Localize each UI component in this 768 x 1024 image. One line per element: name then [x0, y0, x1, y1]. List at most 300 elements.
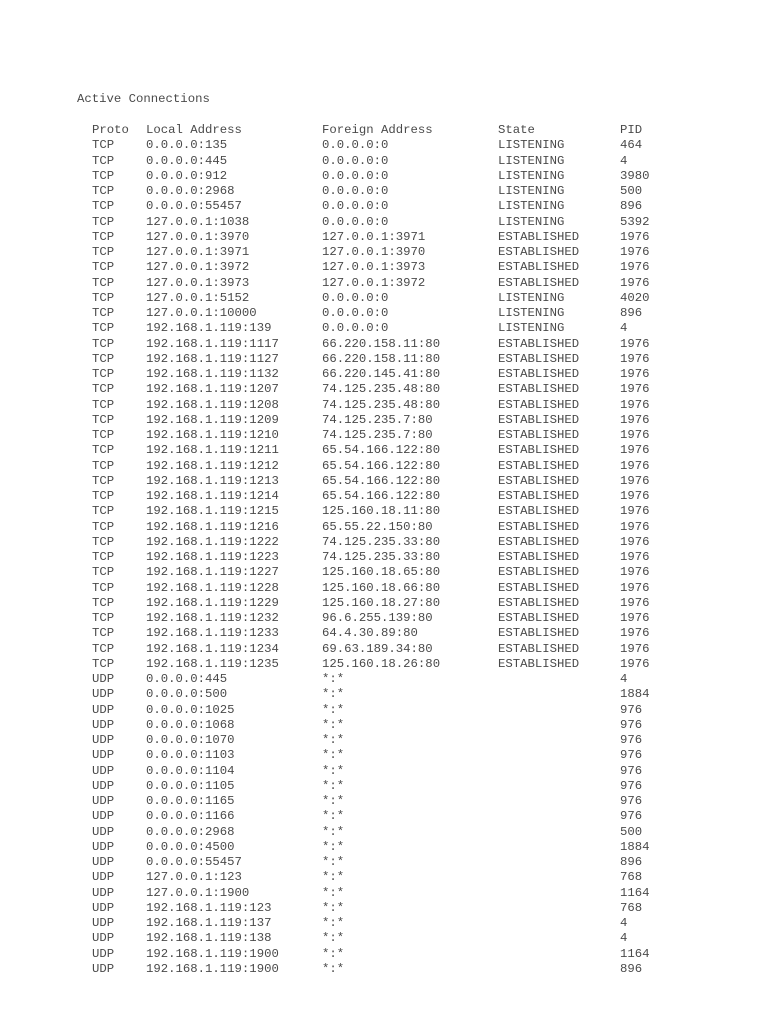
cell-pid: 3980: [620, 168, 650, 183]
cell-local-address: 192.168.1.119:1127: [146, 351, 279, 366]
cell-local-address: 127.0.0.1:3970: [146, 229, 250, 244]
cell-proto: TCP: [92, 275, 115, 290]
cell-local-address: 192.168.1.119:1235: [146, 656, 279, 671]
cell-pid: 976: [620, 794, 643, 808]
table-row: [92, 626, 680, 641]
cell-local-address: 192.168.1.119:1132: [146, 367, 279, 381]
table-row: [92, 611, 680, 626]
cell-foreign-address: 0.0.0.0:0: [322, 290, 389, 305]
cell-foreign-address: 125.160.18.66:80: [322, 580, 441, 595]
cell-local-address: 192.168.1.119:1213: [146, 473, 279, 488]
cell-pid: 976: [620, 748, 643, 763]
column-header-pid: PID: [620, 123, 643, 137]
table-row: [92, 474, 680, 489]
cell-state: ESTABLISHED: [498, 656, 580, 671]
cell-local-address: 192.168.1.119:1216: [146, 519, 279, 534]
cell-proto: UDP: [92, 946, 115, 961]
cell-foreign-address: *:*: [322, 748, 345, 763]
table-row: [92, 169, 680, 184]
cell-local-address: 192.168.1.119:1210: [146, 428, 279, 442]
cell-foreign-address: *:*: [322, 763, 345, 778]
cell-state: [498, 779, 620, 794]
cell-foreign-address: *:*: [322, 809, 345, 824]
cell-proto: UDP: [92, 672, 115, 686]
cell-foreign-address: 74.125.235.48:80: [322, 382, 441, 397]
cell-state: [498, 870, 620, 885]
cell-local-address: 192.168.1.119:1900: [146, 946, 279, 961]
cell-local-address: 192.168.1.119:138: [146, 931, 272, 946]
cell-state: ESTABLISHED: [498, 473, 580, 488]
table-row: [92, 535, 680, 550]
cell-foreign-address: 74.125.235.33:80: [322, 550, 441, 564]
cell-local-address: 192.168.1.119:1229: [146, 595, 279, 610]
cell-pid: 768: [620, 900, 643, 915]
table-row: [92, 672, 680, 687]
cell-pid: 1976: [620, 458, 650, 473]
cell-local-address: 192.168.1.119:1232: [146, 611, 279, 625]
cell-pid: 1976: [620, 519, 650, 534]
cell-local-address: 127.0.0.1:5152: [146, 290, 250, 305]
cell-foreign-address: 0.0.0.0:0: [322, 138, 389, 153]
cell-local-address: 0.0.0.0:912: [146, 168, 228, 183]
cell-state: ESTABLISHED: [498, 489, 580, 503]
table-row: [92, 687, 680, 702]
table-row: [92, 352, 680, 367]
cell-pid: 896: [620, 199, 643, 214]
cell-state: [498, 748, 620, 763]
cell-pid: 1976: [620, 229, 650, 244]
table-row: [92, 657, 680, 672]
cell-proto: TCP: [92, 519, 115, 534]
cell-foreign-address: *:*: [322, 961, 345, 976]
table-row: [92, 581, 680, 596]
table-row: [92, 184, 680, 199]
cell-foreign-address: 65.54.166.122:80: [322, 458, 441, 473]
table-row: [92, 901, 680, 916]
cell-proto: TCP: [92, 351, 115, 366]
cell-foreign-address: 125.160.18.27:80: [322, 595, 441, 610]
cell-pid: 768: [620, 870, 643, 885]
cell-local-address: 192.168.1.119:1222: [146, 534, 279, 549]
cell-pid: 1976: [620, 397, 650, 412]
cell-foreign-address: 125.160.18.11:80: [322, 504, 441, 519]
cell-pid: 5392: [620, 214, 650, 229]
cell-state: ESTABLISHED: [498, 626, 580, 641]
table-row: [92, 382, 680, 397]
page-title: Active Connections: [77, 92, 210, 106]
cell-pid: 896: [620, 306, 643, 320]
cell-proto: UDP: [92, 763, 115, 778]
cell-state: LISTENING: [498, 138, 565, 153]
cell-local-address: 192.168.1.119:1223: [146, 550, 279, 564]
cell-local-address: 192.168.1.119:1215: [146, 504, 279, 519]
cell-pid: 896: [620, 961, 643, 976]
table-row: [92, 230, 680, 245]
cell-pid: 1164: [620, 885, 650, 900]
table-header-row: [92, 123, 680, 138]
cell-proto: TCP: [92, 168, 115, 183]
cell-local-address: 127.0.0.1:3972: [146, 260, 250, 275]
cell-proto: TCP: [92, 428, 115, 442]
cell-state: LISTENING: [498, 306, 565, 320]
cell-state: [498, 886, 620, 901]
cell-foreign-address: 74.125.235.7:80: [322, 412, 433, 427]
cell-foreign-address: 0.0.0.0:0: [322, 321, 389, 336]
table-row: [92, 596, 680, 611]
cell-state: ESTABLISHED: [498, 458, 580, 473]
cell-proto: TCP: [92, 397, 115, 412]
cell-local-address: 192.168.1.119:1234: [146, 641, 279, 656]
table-row: [92, 565, 680, 580]
table-row: [92, 962, 680, 977]
cell-proto: TCP: [92, 595, 115, 610]
cell-local-address: 0.0.0.0:55457: [146, 199, 242, 214]
cell-foreign-address: *:*: [322, 778, 345, 793]
cell-foreign-address: *:*: [322, 672, 345, 686]
cell-foreign-address: 64.4.30.89:80: [322, 626, 418, 641]
cell-foreign-address: 96.6.255.139:80: [322, 611, 433, 625]
cell-state: LISTENING: [498, 153, 565, 168]
cell-pid: 1976: [620, 351, 650, 366]
cell-state: ESTABLISHED: [498, 275, 580, 290]
cell-proto: TCP: [92, 306, 115, 320]
cell-proto: UDP: [92, 885, 115, 900]
cell-pid: 1976: [620, 504, 650, 519]
cell-proto: TCP: [92, 550, 115, 564]
cell-proto: TCP: [92, 626, 115, 641]
table-row: [92, 428, 680, 443]
cell-state: ESTABLISHED: [498, 245, 580, 259]
table-row: [92, 870, 680, 885]
cell-foreign-address: 0.0.0.0:0: [322, 306, 389, 320]
cell-local-address: 192.168.1.119:1228: [146, 580, 279, 595]
cell-foreign-address: 66.220.145.41:80: [322, 367, 441, 381]
cell-proto: TCP: [92, 214, 115, 229]
cell-proto: UDP: [92, 778, 115, 793]
cell-local-address: 192.168.1.119:1211: [146, 443, 279, 458]
cell-pid: 1976: [620, 260, 650, 275]
cell-local-address: 0.0.0.0:1068: [146, 717, 235, 732]
cell-local-address: 192.168.1.119:1214: [146, 489, 279, 503]
cell-pid: 1976: [620, 534, 650, 549]
cell-state: ESTABLISHED: [498, 443, 580, 458]
cell-proto: TCP: [92, 229, 115, 244]
cell-foreign-address: *:*: [322, 900, 345, 915]
cell-foreign-address: 65.54.166.122:80: [322, 489, 441, 503]
table-row: [92, 642, 680, 657]
cell-local-address: 127.0.0.1:10000: [146, 306, 257, 320]
cell-state: [498, 855, 620, 870]
cell-proto: UDP: [92, 687, 115, 702]
cell-foreign-address: *:*: [322, 794, 345, 808]
cell-state: [498, 794, 620, 809]
cell-pid: 1976: [620, 382, 650, 397]
cell-state: ESTABLISHED: [498, 641, 580, 656]
cell-pid: 1976: [620, 275, 650, 290]
cell-foreign-address: *:*: [322, 839, 345, 854]
table-row: [92, 794, 680, 809]
cell-proto: UDP: [92, 702, 115, 717]
cell-pid: 1976: [620, 656, 650, 671]
cell-pid: 1976: [620, 641, 650, 656]
cell-pid: 464: [620, 138, 643, 153]
cell-state: [498, 825, 620, 840]
cell-pid: 4020: [620, 290, 650, 305]
cell-pid: 500: [620, 184, 643, 198]
cell-foreign-address: *:*: [322, 931, 345, 946]
cell-foreign-address: 74.125.235.7:80: [322, 428, 433, 442]
cell-foreign-address: 0.0.0.0:0: [322, 168, 389, 183]
cell-foreign-address: *:*: [322, 916, 345, 930]
cell-proto: TCP: [92, 199, 115, 214]
cell-foreign-address: 66.220.158.11:80: [322, 351, 441, 366]
cell-local-address: 192.168.1.119:1207: [146, 382, 279, 397]
cell-state: [498, 672, 620, 687]
table-row: [92, 947, 680, 962]
cell-foreign-address: *:*: [322, 687, 345, 702]
table-row: [92, 733, 680, 748]
cell-pid: 1976: [620, 611, 650, 625]
cell-foreign-address: 127.0.0.1:3972: [322, 275, 426, 290]
cell-state: ESTABLISHED: [498, 611, 580, 625]
cell-state: [498, 840, 620, 855]
cell-foreign-address: *:*: [322, 702, 345, 717]
cell-local-address: 0.0.0.0:1165: [146, 794, 235, 808]
table-row: [92, 489, 680, 504]
table-row: [92, 550, 680, 565]
table-row: [92, 138, 680, 153]
cell-pid: 1976: [620, 580, 650, 595]
table-row: [92, 443, 680, 458]
cell-state: ESTABLISHED: [498, 504, 580, 519]
cell-local-address: 0.0.0.0:500: [146, 687, 228, 702]
cell-proto: UDP: [92, 870, 115, 885]
cell-proto: UDP: [92, 961, 115, 976]
table-row: [92, 337, 680, 352]
cell-local-address: 0.0.0.0:135: [146, 138, 228, 153]
cell-proto: TCP: [92, 534, 115, 549]
cell-proto: TCP: [92, 641, 115, 656]
cell-pid: 4: [620, 931, 628, 946]
cell-foreign-address: 65.54.166.122:80: [322, 473, 441, 488]
cell-state: [498, 901, 620, 916]
cell-proto: TCP: [92, 580, 115, 595]
cell-pid: 1976: [620, 473, 650, 488]
cell-foreign-address: 74.125.235.48:80: [322, 397, 441, 412]
cell-state: ESTABLISHED: [498, 367, 580, 381]
cell-state: ESTABLISHED: [498, 382, 580, 397]
cell-state: [498, 718, 620, 733]
cell-foreign-address: 66.220.158.11:80: [322, 336, 441, 351]
cell-state: ESTABLISHED: [498, 550, 580, 564]
cell-proto: UDP: [92, 717, 115, 732]
cell-foreign-address: 0.0.0.0:0: [322, 214, 389, 229]
table-row: [92, 779, 680, 794]
cell-local-address: 0.0.0.0:55457: [146, 855, 242, 869]
cell-local-address: 0.0.0.0:1104: [146, 763, 235, 778]
cell-state: ESTABLISHED: [498, 534, 580, 549]
table-row: [92, 276, 680, 291]
cell-local-address: 0.0.0.0:2968: [146, 824, 235, 839]
table-row: [92, 886, 680, 901]
cell-pid: 976: [620, 809, 643, 824]
cell-local-address: 0.0.0.0:4500: [146, 839, 235, 854]
cell-proto: TCP: [92, 656, 115, 671]
cell-local-address: 192.168.1.119:1227: [146, 565, 279, 580]
cell-pid: 1976: [620, 412, 650, 427]
cell-pid: 976: [620, 733, 643, 747]
cell-state: LISTENING: [498, 199, 565, 214]
cell-pid: 1976: [620, 367, 650, 381]
cell-foreign-address: 0.0.0.0:0: [322, 199, 389, 214]
cell-state: ESTABLISHED: [498, 595, 580, 610]
table-row: [92, 413, 680, 428]
table-row: [92, 855, 680, 870]
cell-proto: TCP: [92, 260, 115, 275]
cell-state: [498, 733, 620, 748]
cell-pid: 1976: [620, 245, 650, 259]
cell-foreign-address: *:*: [322, 855, 345, 869]
cell-pid: 4: [620, 153, 628, 168]
cell-pid: 4: [620, 916, 628, 930]
cell-local-address: 127.0.0.1:3971: [146, 245, 250, 259]
table-row: [92, 154, 680, 169]
cell-proto: TCP: [92, 336, 115, 351]
cell-state: [498, 687, 620, 702]
cell-state: LISTENING: [498, 184, 565, 198]
cell-proto: UDP: [92, 839, 115, 854]
cell-proto: UDP: [92, 916, 115, 930]
cell-pid: 976: [620, 763, 643, 778]
cell-local-address: 192.168.1.119:1900: [146, 961, 279, 976]
table-row: [92, 703, 680, 718]
table-row: [92, 459, 680, 474]
cell-local-address: 127.0.0.1:1900: [146, 885, 250, 900]
cell-proto: TCP: [92, 321, 115, 336]
table-row: [92, 398, 680, 413]
cell-foreign-address: *:*: [322, 946, 345, 961]
cell-foreign-address: 127.0.0.1:3971: [322, 229, 426, 244]
cell-local-address: 127.0.0.1:123: [146, 870, 242, 885]
cell-state: ESTABLISHED: [498, 565, 580, 580]
cell-foreign-address: 125.160.18.65:80: [322, 565, 441, 580]
cell-state: [498, 931, 620, 946]
cell-proto: TCP: [92, 245, 115, 259]
cell-pid: 1976: [620, 550, 650, 564]
cell-proto: TCP: [92, 153, 115, 168]
column-header-state: State: [498, 123, 535, 137]
cell-proto: UDP: [92, 824, 115, 839]
cell-foreign-address: 0.0.0.0:0: [322, 184, 389, 198]
cell-foreign-address: *:*: [322, 733, 345, 747]
cell-foreign-address: *:*: [322, 870, 345, 885]
cell-state: ESTABLISHED: [498, 428, 580, 442]
cell-state: [498, 916, 620, 931]
cell-pid: 4: [620, 672, 628, 686]
cell-proto: TCP: [92, 367, 115, 381]
table-row: [92, 809, 680, 824]
table-row: [92, 764, 680, 779]
cell-state: ESTABLISHED: [498, 351, 580, 366]
cell-foreign-address: 125.160.18.26:80: [322, 656, 441, 671]
table-row: [92, 367, 680, 382]
cell-foreign-address: 127.0.0.1:3970: [322, 245, 426, 259]
cell-state: LISTENING: [498, 168, 565, 183]
cell-state: ESTABLISHED: [498, 260, 580, 275]
table-row: [92, 306, 680, 321]
cell-state: ESTABLISHED: [498, 336, 580, 351]
cell-pid: 4: [620, 321, 628, 336]
cell-state: [498, 962, 620, 977]
cell-pid: 1976: [620, 626, 650, 641]
cell-proto: TCP: [92, 611, 115, 625]
cell-proto: UDP: [92, 931, 115, 946]
column-header-local-address: Local Address: [146, 123, 242, 137]
cell-local-address: 192.168.1.119:1117: [146, 336, 279, 351]
cell-proto: TCP: [92, 489, 115, 503]
table-row: [92, 825, 680, 840]
cell-foreign-address: *:*: [322, 717, 345, 732]
table-row: [92, 840, 680, 855]
cell-local-address: 192.168.1.119:139: [146, 321, 272, 336]
cell-proto: TCP: [92, 184, 115, 198]
table-row: [92, 245, 680, 260]
cell-pid: 896: [620, 855, 643, 869]
table-row: [92, 291, 680, 306]
cell-foreign-address: 65.54.166.122:80: [322, 443, 441, 458]
table-row: [92, 718, 680, 733]
cell-proto: TCP: [92, 565, 115, 580]
cell-local-address: 0.0.0.0:1105: [146, 778, 235, 793]
table-body: [92, 138, 680, 977]
cell-local-address: 192.168.1.119:123: [146, 900, 272, 915]
cell-state: [498, 947, 620, 962]
table-row: [92, 215, 680, 230]
cell-local-address: 192.168.1.119:1209: [146, 412, 279, 427]
table-row: [92, 504, 680, 519]
column-header-proto: Proto: [92, 123, 129, 137]
cell-state: LISTENING: [498, 290, 565, 305]
cell-state: [498, 764, 620, 779]
cell-local-address: 0.0.0.0:445: [146, 153, 228, 168]
cell-foreign-address: 0.0.0.0:0: [322, 153, 389, 168]
cell-proto: TCP: [92, 412, 115, 427]
cell-proto: TCP: [92, 382, 115, 397]
cell-foreign-address: 65.55.22.150:80: [322, 519, 433, 534]
table-row: [92, 199, 680, 214]
cell-pid: 976: [620, 717, 643, 732]
cell-proto: UDP: [92, 733, 115, 747]
cell-pid: 1976: [620, 595, 650, 610]
cell-pid: 1976: [620, 443, 650, 458]
cell-local-address: 0.0.0.0:445: [146, 672, 228, 686]
cell-pid: 1976: [620, 428, 650, 442]
cell-pid: 1884: [620, 687, 650, 702]
cell-local-address: 192.168.1.119:1233: [146, 626, 279, 641]
cell-pid: 976: [620, 702, 643, 717]
cell-foreign-address: 127.0.0.1:3973: [322, 260, 426, 275]
cell-pid: 1976: [620, 565, 650, 580]
cell-proto: UDP: [92, 900, 115, 915]
cell-foreign-address: 74.125.235.33:80: [322, 534, 441, 549]
cell-state: ESTABLISHED: [498, 229, 580, 244]
cell-state: [498, 703, 620, 718]
cell-pid: 1976: [620, 489, 650, 503]
table-row: [92, 931, 680, 946]
cell-local-address: 0.0.0.0:1103: [146, 748, 235, 763]
table-row: [92, 916, 680, 931]
cell-proto: UDP: [92, 809, 115, 824]
